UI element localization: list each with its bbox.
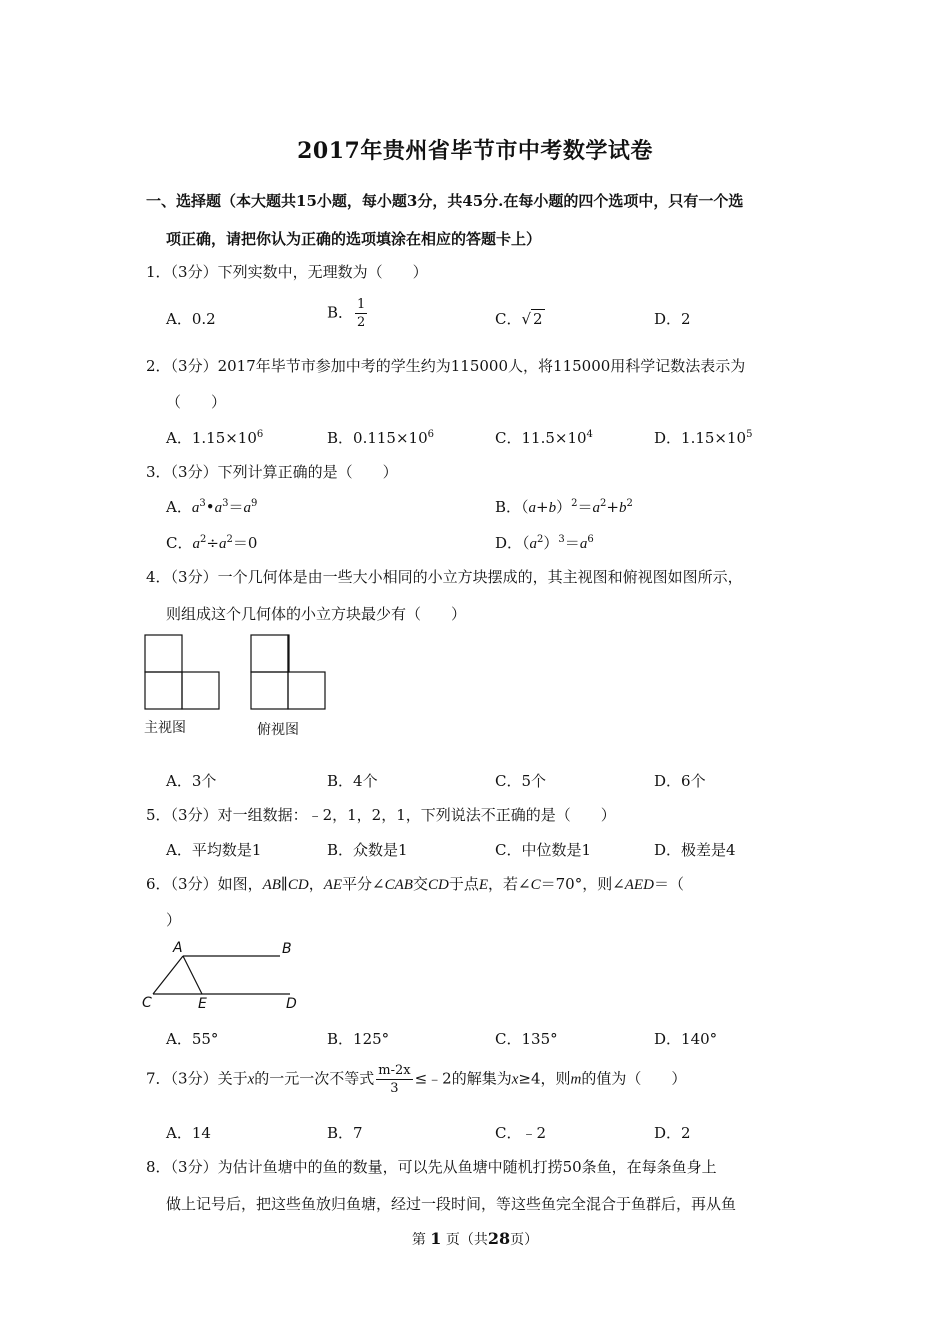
- q3-option-a: A．$a^3•a^3=a^9$: [166, 498, 258, 516]
- q1-option-d: D．2: [654, 310, 691, 328]
- q2-option-d-base: D．1.15×10: [654, 429, 747, 447]
- question-1-stem: 1．（3分）下列实数中，无理数为（ ）: [146, 263, 428, 281]
- footer-middle: 页（共: [445, 1232, 488, 1248]
- front-view-label: 主视图: [144, 720, 186, 736]
- fraction-numerator: 1: [357, 297, 366, 312]
- q2-option-d: [654, 427, 752, 448]
- q4-option-c: C．5个: [495, 772, 547, 790]
- q4-option-b: B．4个: [327, 772, 378, 790]
- top-view-label: 俯视图: [257, 722, 299, 738]
- question-2-stem: 2．（3分）2017年毕节市参加中考的学生约为115000人，将115000用科学记数法表示为: [146, 357, 746, 375]
- section-heading-line2: 项正确，请把你认为正确的选项填涂在相应的答题卡上）: [166, 230, 542, 248]
- q7-option-d: D．2: [654, 1124, 691, 1142]
- segment-ae: [183, 956, 202, 994]
- q4-views-figure: [140, 630, 340, 745]
- fraction-denominator: 2: [357, 315, 366, 330]
- sqrt-sign-icon: √: [521, 310, 532, 328]
- q2-option-a-exp: 6: [256, 429, 264, 440]
- q6-option-c: C．135°: [495, 1030, 558, 1048]
- point-label-b: B: [282, 941, 292, 957]
- point-label-e: E: [198, 996, 207, 1012]
- q5-option-d: D．极差是4: [654, 841, 736, 859]
- footer-total-pages: 28: [487, 1229, 511, 1248]
- front-view-diagram: [145, 635, 219, 709]
- point-label-d: D: [286, 996, 297, 1012]
- page-title: 2017年贵州省毕节市中考数学试卷: [297, 138, 653, 164]
- top-view-diagram: [251, 635, 325, 709]
- sqrt-expression: [521, 310, 544, 328]
- question-6-stem-cont: ）: [166, 911, 182, 929]
- question-5-stem: 5．（3分）对一组数据：﹣2，1，2，1，下列说法不正确的是（ ）: [146, 806, 616, 824]
- q3-option-b: B．$(a+b)^2=a^2+b^2$: [495, 498, 633, 516]
- q6-option-d: D．140°: [654, 1030, 718, 1048]
- q3-option-c: C．$a^2\div a^2=0$: [166, 534, 258, 552]
- fraction-one-half: [355, 298, 367, 329]
- q2-option-b: [327, 427, 434, 448]
- q4-option-d: D．6个: [654, 772, 706, 790]
- q1-option-b: [327, 298, 369, 329]
- fraction-numerator: m-2x: [378, 1063, 411, 1078]
- q7-option-c: C．﹣2: [495, 1124, 547, 1142]
- fraction-denominator: 3: [390, 1081, 399, 1096]
- q7-option-a: A．14: [166, 1124, 211, 1142]
- footer-suffix: 页）: [510, 1232, 539, 1248]
- question-4-stem: 4．（3分）一个几何体是由一些大小相同的小立方块摆成的，其主视图和俯视图如图所示，: [146, 568, 743, 586]
- q2-option-c: [495, 427, 593, 448]
- q6-option-a: A．55°: [166, 1030, 219, 1048]
- q7-option-b: B．7: [327, 1124, 363, 1142]
- q5-option-b: B．众数是1: [327, 841, 408, 859]
- q1-option-c: [495, 308, 545, 329]
- question-4-stem-cont: 则组成这个几何体的小立方块最少有（ ）: [166, 605, 467, 623]
- footer-page-number: 1: [430, 1229, 442, 1248]
- question-8-stem-cont: 做上记号后，把这些鱼放归鱼塘，经过一段时间，等这些鱼完全混合于鱼群后，再从鱼: [166, 1195, 737, 1213]
- question-2-stem-cont: （ ）: [166, 393, 227, 411]
- q4-option-a: A．3个: [166, 772, 217, 790]
- page-footer: [0, 1229, 950, 1249]
- q6-option-b: B．125°: [327, 1030, 390, 1048]
- q2-option-b-base: B．0.115×10: [327, 429, 428, 447]
- q2-option-b-exp: 6: [427, 429, 434, 440]
- question-7-stem: 7．（3分）关于x的一元一次不等式 $\frac{m-2x}{3}$ ≤﹣2的解集为x≥4，则m的值为（ ）: [146, 1063, 687, 1096]
- q1-option-c-label: C．: [495, 310, 522, 328]
- q2-option-a-base: A．1.15×10: [166, 429, 257, 447]
- question-3-stem: 3．（3分）下列计算正确的是（ ）: [146, 463, 398, 481]
- q2-option-d-exp: 5: [746, 429, 753, 440]
- q5-option-c: C．中位数是1: [495, 841, 592, 859]
- q1-option-a: A．0.2: [166, 310, 216, 328]
- section-heading-line1: 一、选择题（本大题共15小题，每小题3分，共45分.在每小题的四个选项中，只有一个选: [146, 192, 744, 210]
- point-label-a: A: [173, 940, 183, 956]
- inequality-fraction: [376, 1064, 412, 1095]
- q5-option-a: A．平均数是1: [166, 841, 262, 859]
- question-6-stem: 6．（3分）如图，AB∥CD，AE平分∠CAB交CD于点E，若∠C＝70°，则∠AED＝（: [146, 875, 684, 893]
- sqrt-radicand: 2: [533, 310, 543, 328]
- q2-option-c-base: C．11.5×10: [495, 429, 587, 447]
- q1-option-b-label: B．: [327, 303, 354, 322]
- footer-prefix: 第: [411, 1232, 426, 1248]
- q6-parallel-lines-figure: [140, 935, 310, 1015]
- segment-ac: [153, 956, 183, 994]
- q2-option-a: [166, 427, 263, 448]
- question-8-stem: 8．（3分）为估计鱼塘中的鱼的数量，可以先从鱼塘中随机打捞50条鱼，在每条鱼身上: [146, 1158, 717, 1176]
- q2-option-c-exp: 4: [586, 429, 593, 440]
- point-label-c: C: [142, 995, 152, 1011]
- q3-option-d: D．$(a^2)^3=a^6$: [495, 534, 594, 552]
